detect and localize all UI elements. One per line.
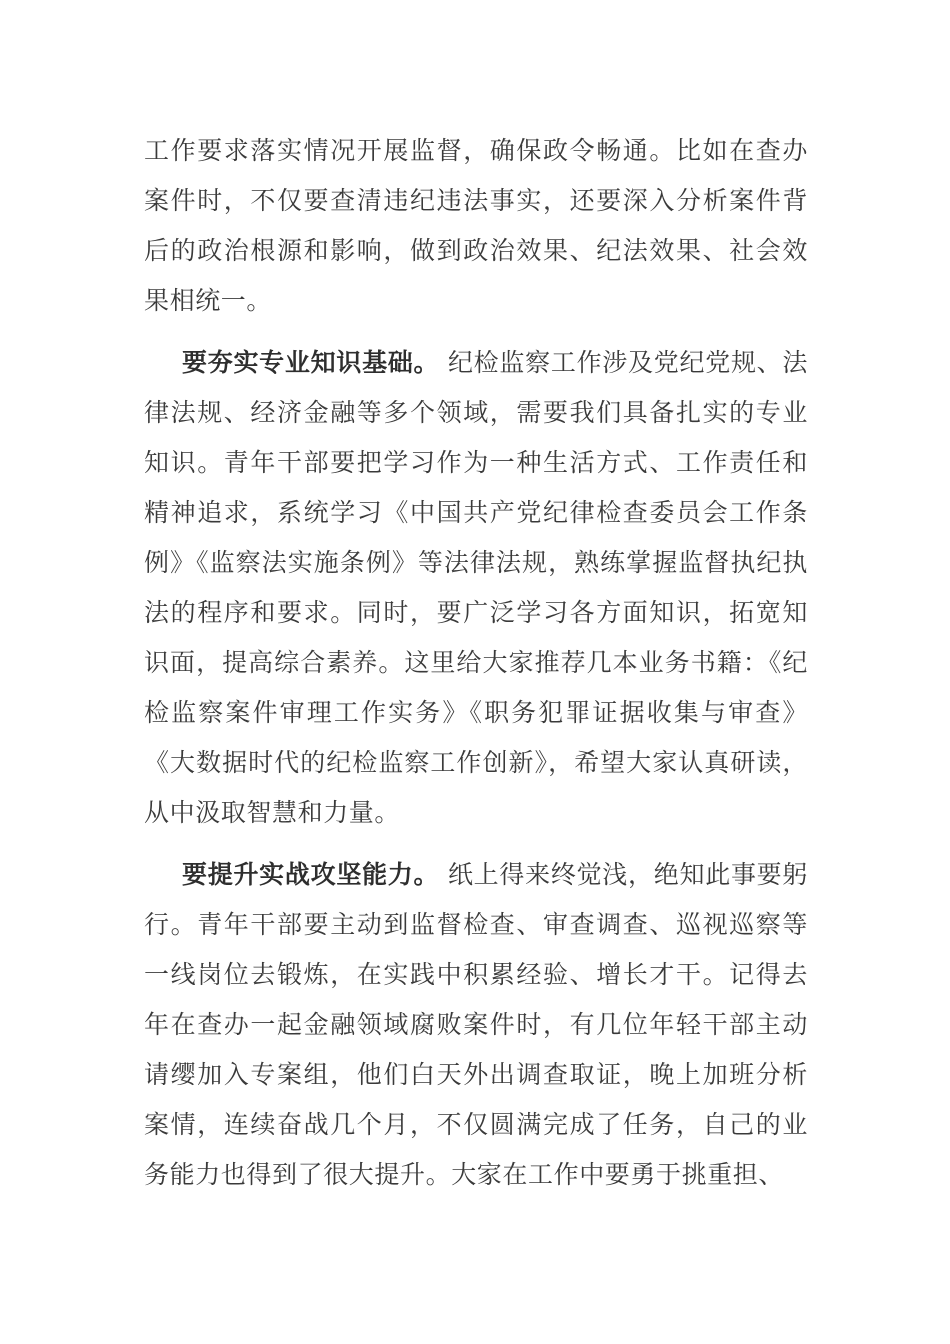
paragraph-text: 纸上得来终觉浅，绝知此事要躬行。青年干部要主动到监督检查、审查调查、巡视巡察等一线岗位去锻炼，在实践中积累经验、增长才干。记得去年在查办一起金融领域腐败案件时，有几位年轻干部主动请缨加入专案组，他们白天外出调查取证，晚上加班分析案情，连续奋战几个月，不仅圆满完成了任务，自己的业务能力也得到了很大提升。大家在工作中要勇于挑重担、 [144, 860, 808, 1189]
paragraph-practical-ability [144, 850, 808, 1200]
paragraph-professional-knowledge [144, 338, 808, 838]
paragraph-lead-heading: 要夯实专业知识基础。 [182, 348, 440, 377]
paragraph-lead-heading: 要提升实战攻坚能力。 [182, 860, 440, 889]
document-body [144, 126, 808, 1200]
paragraph-continuation [144, 126, 808, 326]
paragraph-text: 纪检监察工作涉及党纪党规、法律法规、经济金融等多个领域，需要我们具备扎实的专业知识。青年干部要把学习作为一种生活方式、工作责任和精神追求，系统学习《中国共产党纪律检查委员会工作条例》《监察法实施条例》等法律法规，熟练掌握监督执纪执法的程序和要求。同时，要广泛学习各方面知识，拓宽知识面，提高综合素养。这里给大家推荐几本业务书籍：《纪检监察案件审理工作实务》《职务犯罪证据收集与审查》《大数据时代的纪检监察工作创新》，希望大家认真研读，从中汲取智慧和力量。 [144, 348, 808, 827]
paragraph-text: 工作要求落实情况开展监督，确保政令畅通。比如在查办案件时，不仅要查清违纪违法事实，还要深入分析案件背后的政治根源和影响，做到政治效果、纪法效果、社会效果相统一。 [144, 136, 808, 315]
